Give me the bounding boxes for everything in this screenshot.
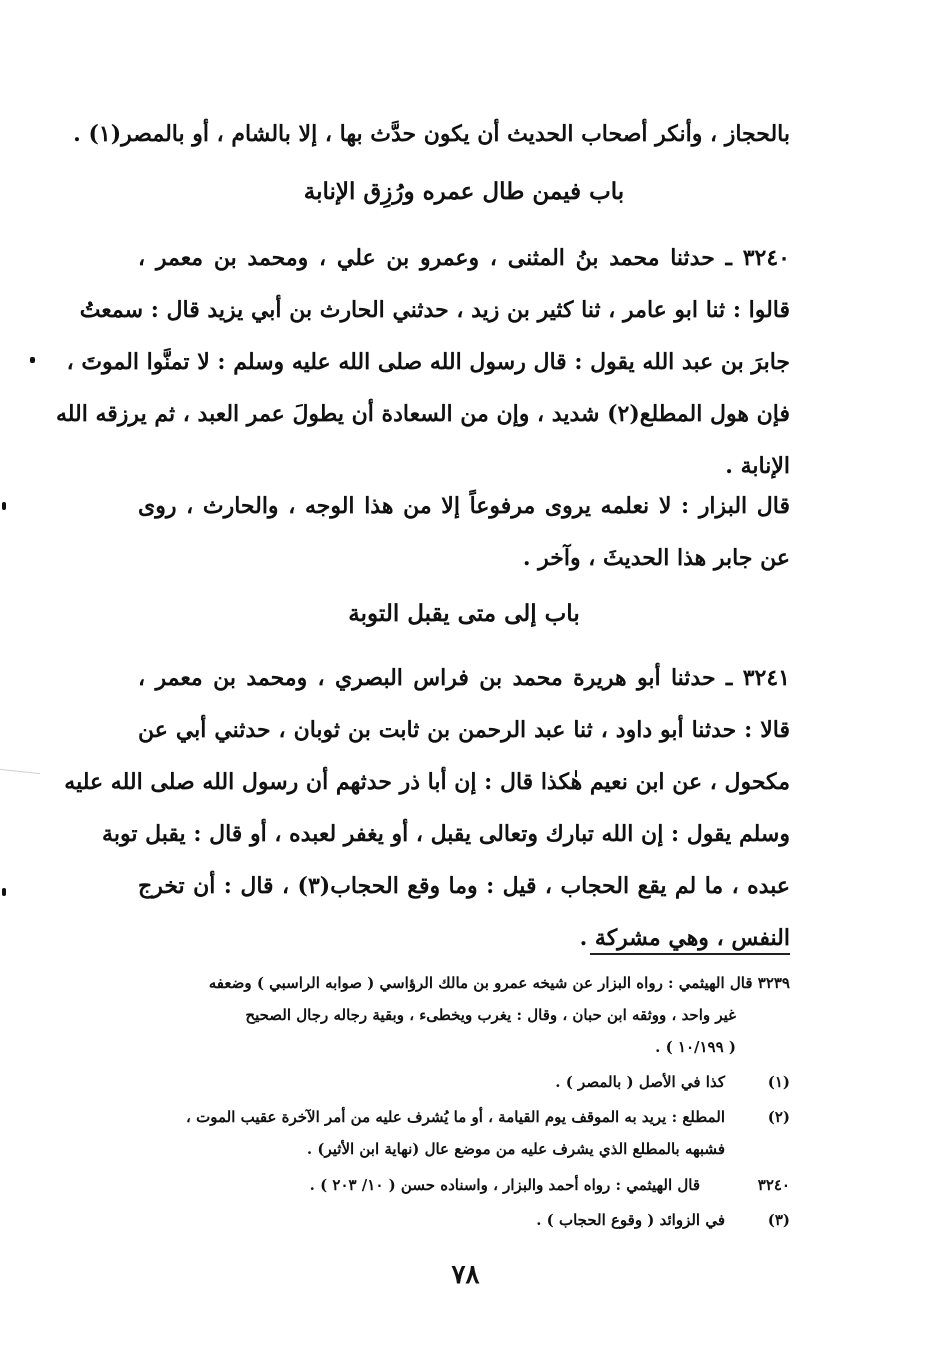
footnote-3239-line: غير واحد ، ووثقه ابن حبان ، وقال : يغرب ويخطىء ، وبقية رجاله رجال الصحيح — [245, 1006, 736, 1024]
hadith-3241 — [64, 652, 790, 964]
text-line: بالحجاز ، وأنكر أصحاب الحديث أن يكون حدَّث بها ، إلا بالشام ، أو بالمصر(١) . — [73, 121, 790, 147]
footnote-1: كذا في الأصل ( بالمصر ) . — [555, 1073, 725, 1091]
footnote-3: في الزوائد ( وقوع الحجاب ) . — [536, 1211, 725, 1229]
footnote-marker: (٢) — [767, 1108, 790, 1126]
hadith-3240 — [55, 232, 790, 492]
footnote-separator — [590, 953, 790, 955]
scan-streak — [0, 769, 40, 774]
footnote-3240: قال الهيثمي : رواه أحمد والبزار ، واسناده حسن ( ١٠/ ٢٠٣ ) . — [309, 1176, 700, 1194]
text-line: قال البزار : لا نعلمه يروى مرفوعاً إلا من هذا الوجه ، والحارث ، روى — [138, 493, 790, 519]
scan-speck — [2, 502, 6, 510]
text-line: النفس ، وهي مشركة . — [579, 925, 790, 951]
text-line: مكحول ، عن ابن نعيم هٰكذا قال : إن أبا ذر حدثهم أن رسول الله صلى الله عليه — [64, 769, 790, 795]
page-number: ٧٨ — [451, 1260, 480, 1290]
text-line: قالوا : ثنا ابو عامر ، ثنا كثير بن زيد ، حدثني الحارث بن أبي يزيد قال : سمعتُ — [79, 297, 790, 323]
footnote-2-line: المطلع : يريد به الموقف يوم القيامة ، أو ما يُشرف عليه من أمر الآخرة عقيب الموت ، — [186, 1108, 725, 1126]
scan-speck — [2, 888, 6, 896]
chapter-heading: باب فيمن طال عمره ورُزِق الإنابة — [303, 178, 625, 205]
footnote-marker: ٣٢٤٠ — [757, 1176, 790, 1194]
footnote-marker: (١) — [767, 1073, 790, 1091]
text-line: الإنابة . — [725, 453, 790, 479]
intro-paragraph — [73, 108, 790, 160]
text-line: عن جابر هذا الحديثَ ، وآخر . — [522, 545, 790, 571]
text-line: جابرَ بن عبد الله يقول : قال رسول الله صلى الله عليه وسلم : لا تمنَّوا الموتَ ، — [66, 349, 790, 375]
text-line: ٣٢٤٠ ـ حدثنا محمد بنُ المثنى ، وعمرو بن علي ، ومحمد بن معمر ، — [138, 245, 790, 271]
footnote-marker: (٣) — [767, 1211, 790, 1229]
chapter-heading: باب إلى متى يقبل التوبة — [348, 600, 580, 627]
text-line: ٣٢٤١ ـ حدثنا أبو هريرة محمد بن فراس البصري ، ومحمد بن معمر ، — [138, 665, 790, 691]
footnote-2-line: فشبهه بالمطلع الذي يشرف عليه من موضع عال (نهاية ابن الأثير) . — [306, 1140, 725, 1158]
text-line: عبده ، ما لم يقع الحجاب ، قيل : وما وقع الحجاب(٣) ، قال : أن تخرج — [138, 873, 790, 899]
scan-speck — [30, 357, 35, 363]
footnote-3239-line: ٣٢٣٩ قال الهيثمي : رواه البزار عن شيخه عمرو بن مالك الرؤاسي ( صوابه الراسبي ) وضعفه — [208, 974, 790, 992]
bazzar-comment — [138, 480, 790, 584]
footnote-3239-line: ( ١٠/١٩٩ ) . — [655, 1038, 736, 1056]
text-line: فإن هول المطلع(٢) شديد ، وإن من السعادة أن يطولَ عمر العبد ، ثم يرزقه الله — [55, 401, 790, 427]
text-line: قالا : حدثنا أبو داود ، ثنا عبد الرحمن بن ثابت بن ثوبان ، حدثني أبي عن — [138, 717, 790, 743]
text-line: وسلم يقول : إن الله تبارك وتعالى يقبل ، أو يغفر لعبده ، أو قال : يقبل توبة — [102, 821, 790, 847]
